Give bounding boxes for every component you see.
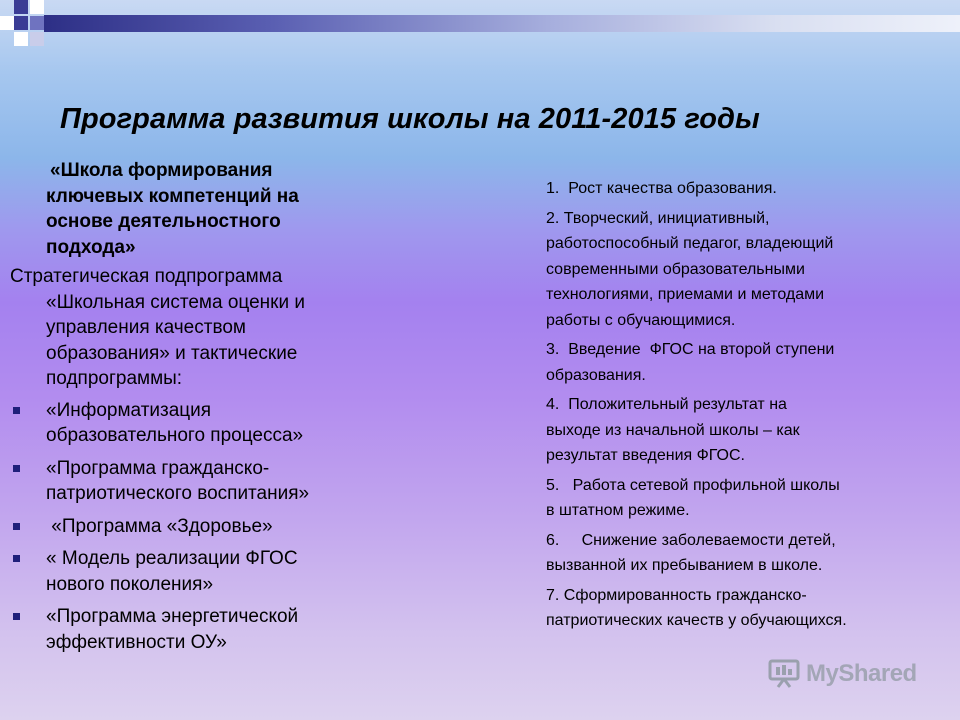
list-item — [10, 514, 390, 540]
result-item — [546, 583, 951, 634]
result-item — [546, 337, 951, 388]
list-item — [10, 456, 390, 507]
header-decoration — [0, 0, 960, 46]
square-bullet-icon — [13, 523, 20, 530]
result-line: выходе из начальной школы – как — [546, 421, 800, 439]
result-line: вызванной их пребыванием в школе. — [546, 557, 823, 574]
subtitle-line: «Школа формирования — [50, 160, 273, 181]
result-line: 2. Творческий, инициативный, — [546, 209, 770, 227]
strategic-subprogram — [10, 264, 390, 392]
result-line: технологиями, приемами и методами — [546, 286, 825, 303]
list-item — [10, 546, 390, 597]
subtitle-line: подхода» — [46, 236, 136, 258]
result-item — [546, 206, 951, 334]
square-bullet-icon — [13, 555, 20, 562]
program-subtitle — [10, 158, 390, 260]
header-bar — [44, 15, 960, 32]
list-item — [10, 604, 390, 655]
decor-square — [0, 16, 14, 30]
bullet-line: «Программа гражданско- — [46, 457, 270, 479]
result-line: работоспособный педагог, владеющий — [546, 235, 834, 252]
result-item — [546, 528, 951, 579]
result-line: 7. Сформированность гражданско- — [546, 586, 807, 604]
result-line: патриотических качеств у обучающихся. — [546, 612, 847, 629]
result-line: 6. Снижение заболеваемости детей, — [546, 531, 836, 549]
subtitle-line: основе деятельностного — [46, 211, 281, 232]
result-line: работы с обучающимися. — [546, 311, 736, 329]
watermark-logo — [768, 658, 917, 690]
left-column — [10, 158, 390, 662]
decor-square — [14, 0, 28, 14]
bullet-line: «Программа «Здоровье» — [46, 515, 273, 537]
square-bullet-icon — [13, 465, 20, 472]
presentation-icon — [768, 659, 800, 689]
bullet-line: « Модель реализации ФГОС — [46, 548, 298, 569]
decor-square — [14, 32, 28, 46]
strategic-line: Стратегическая подпрограмма — [10, 266, 283, 287]
bullet-line: «Информатизация — [46, 399, 212, 421]
bullet-line: «Программа энергетической — [46, 606, 299, 627]
subtitle-line: ключевых компетенций на — [46, 185, 299, 207]
strategic-line: образования» и тактические — [46, 342, 298, 364]
decor-square — [30, 0, 44, 14]
right-column — [546, 176, 951, 638]
decor-square — [14, 16, 28, 30]
list-item — [10, 398, 390, 449]
tactical-subprograms-list — [10, 398, 390, 656]
result-line: 5. Работа сетевой профильной школы — [546, 476, 840, 494]
result-item — [546, 473, 951, 524]
result-line: 3. Введение ФГОС на второй ступени — [546, 341, 835, 358]
strategic-line: «Школьная система оценки и — [46, 291, 305, 313]
result-line: 1. Рост качества образования. — [546, 180, 777, 197]
result-line: результат введения ФГОС. — [546, 447, 745, 464]
bullet-line: нового поколения» — [46, 573, 214, 595]
bullet-line: патриотического воспитания» — [46, 483, 310, 504]
result-line: в штатном режиме. — [546, 502, 690, 519]
strategic-line: подпрограммы: — [46, 368, 183, 389]
result-line: 4. Положительный результат на — [546, 396, 787, 413]
result-line: современными образовательными — [546, 260, 805, 278]
watermark-text: MyShared — [806, 660, 917, 687]
strategic-line: управления качеством — [46, 317, 246, 338]
decor-square — [30, 16, 44, 30]
page-title: Программа развития школы на 2011-2015 годы — [60, 103, 760, 135]
result-item — [546, 176, 951, 202]
bullet-line: эффективности ОУ» — [46, 631, 227, 653]
decor-square — [30, 32, 44, 46]
square-bullet-icon — [13, 407, 20, 414]
square-bullet-icon — [13, 613, 20, 620]
result-item — [546, 392, 951, 469]
result-line: образования. — [546, 366, 646, 384]
bullet-line: образовательного процесса» — [46, 425, 304, 446]
